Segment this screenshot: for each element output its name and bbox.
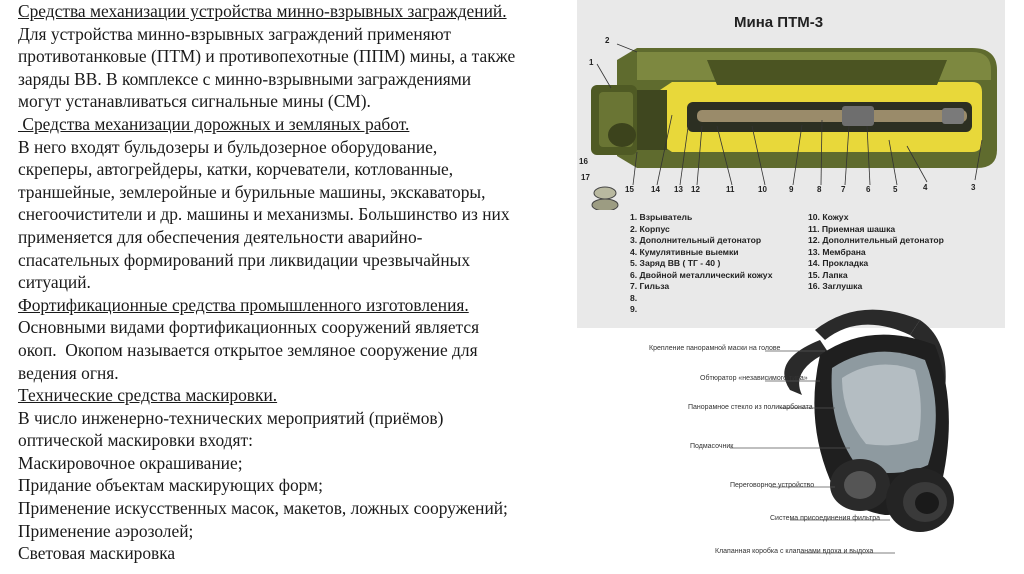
- text-line: оптической маскировки входят:: [18, 430, 253, 451]
- text-line: противотанковые (ПТМ) и противопехотные (ППМ) мины, а также: [18, 46, 516, 67]
- mask-label-nose-cup: Подмасочник: [690, 443, 734, 450]
- main-text: [18, 0, 578, 565]
- mask-label-valve-box: Клапанная коробка с клапанами вдоха и выдоха: [715, 548, 874, 555]
- legend-item: 1. Взрыватель: [630, 212, 693, 222]
- mine-callout-13: 13: [674, 185, 683, 194]
- mine-legend-right: [808, 212, 944, 293]
- mask-label-head-mount: Крепление панорамной маски на голове: [649, 345, 781, 352]
- text-line: применяется для обеспечения деятельности аварийно-: [18, 226, 423, 247]
- legend-item: 7. Гильза: [630, 281, 670, 291]
- mine-callout-3: 3: [971, 183, 976, 192]
- legend-item: 5. Заряд ВВ ( ТГ - 40 ): [630, 258, 721, 268]
- mine-callout-17: 17: [581, 173, 590, 182]
- mine-callout-16: 16: [579, 157, 588, 166]
- legend-item: 11. Приемная шашка: [808, 223, 896, 234]
- mine-callout-2: 2: [605, 36, 610, 45]
- text-line: Маскировочное окрашивание;: [18, 452, 243, 473]
- heading-mine-barriers: Средства механизации устройства минно-взрывных заграждений.: [18, 1, 507, 21]
- mine-callout-5: 5: [893, 185, 898, 194]
- legend-item: 9.: [630, 304, 638, 314]
- text-line: траншейные, землеройные и бурильные машины, экскаваторы,: [18, 181, 486, 202]
- mine-callout-9: 9: [789, 185, 794, 194]
- text-line: окоп. Окопом называется открытое земляное сооружение для: [18, 339, 478, 360]
- text-line: Основными видами фортификационных сооружений является: [18, 317, 480, 338]
- text-line: спасательных формирований при ликвидации чрезвычайных: [18, 249, 471, 270]
- text-line: В число инженерно-технических мероприятий (приёмов): [18, 407, 444, 428]
- legend-item: 2. Корпус: [630, 223, 670, 234]
- mine-callout-7: 7: [841, 185, 846, 194]
- legend-item: 15. Лапка: [808, 269, 848, 280]
- mine-cutaway-illustration: [577, 30, 1005, 210]
- legend-item: 3. Дополнительный детонатор: [630, 235, 762, 245]
- legend-item: 12. Дополнительный детонатор: [808, 235, 944, 245]
- heading-road-works: Средства механизации дорожных и земляных работ.: [18, 113, 410, 134]
- heading-camouflage: Технические средства маскировки.: [18, 385, 278, 406]
- text-line: Световая маскировка: [18, 543, 176, 564]
- text-line: могут устанавливаться сигнальные мины (СМ).: [18, 91, 371, 112]
- text-line: Применение аэрозолей;: [18, 520, 194, 541]
- legend-item: 14. Прокладка: [808, 258, 869, 268]
- text-line: Для устройства минно-взрывных заграждений применяют: [18, 23, 451, 44]
- mask-label-obturator: Обтюратор «независимого типа»: [700, 375, 808, 382]
- mine-callout-12: 12: [691, 185, 700, 194]
- mask-label-speech-unit: Переговорное устройство: [730, 482, 815, 489]
- mine-callout-6: 6: [866, 185, 871, 194]
- legend-item: 8.: [630, 292, 638, 303]
- text-line: ведения огня.: [18, 362, 119, 383]
- mine-callout-11: 11: [726, 185, 735, 194]
- text-line: В него входят бульдозеры и бульдозерное оборудование,: [18, 136, 438, 157]
- text-line: скреперы, автогрейдеры, катки, корчеватели, котлованные,: [18, 159, 454, 180]
- legend-item: 10. Кожух: [808, 212, 849, 222]
- text-line: снегоочистители и др. машины и механизмы. Большинство из них: [18, 204, 510, 225]
- text-line: Применение искусственных масок, макетов, ложных сооружений;: [18, 498, 508, 519]
- legend-item: 16. Заглушка: [808, 281, 863, 291]
- gas-mask-illustration: [620, 300, 1000, 570]
- mine-title: Мина ПТМ-3: [734, 14, 824, 31]
- mask-label-visor: Панорамное стекло из поликарбоната: [688, 404, 813, 411]
- mine-callout-14: 14: [651, 185, 660, 194]
- mask-label-filter-connection: Система присоединения фильтра: [770, 515, 881, 522]
- legend-item: 4. Кумулятивные выемки: [630, 246, 739, 257]
- mine-callout-15: 15: [625, 185, 634, 194]
- legend-item: 13. Мембрана: [808, 246, 866, 257]
- mine-callout-1: 1: [589, 58, 594, 67]
- legend-item: 6. Двойной металлический кожух: [630, 269, 773, 280]
- heading-fortification: Фортификационные средства промышленного изготовления.: [18, 294, 469, 315]
- text-line: Придание объектам маскирующих форм;: [18, 475, 323, 496]
- mine-callout-4: 4: [923, 183, 928, 192]
- mine-callout-10: 10: [758, 185, 767, 194]
- mine-callout-8: 8: [817, 185, 822, 194]
- text-line: заряды ВВ. В комплексе с минно-взрывными заграждениями: [18, 68, 472, 89]
- text-line: ситуаций.: [18, 272, 91, 293]
